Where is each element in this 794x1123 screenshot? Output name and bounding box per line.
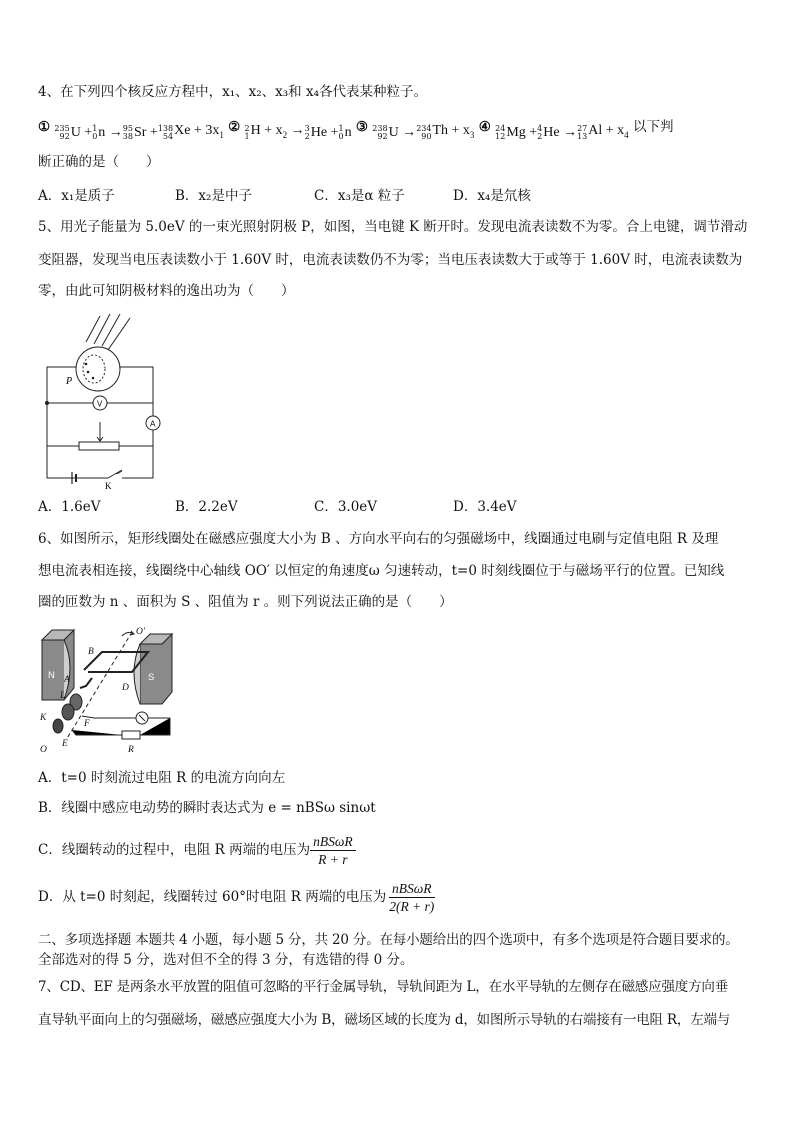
label-a: A <box>150 419 156 429</box>
q4-option-d[interactable]: D．x₄是氘核 <box>453 188 531 204</box>
q6-option-c[interactable] <box>38 830 764 870</box>
label-v: V <box>97 399 103 409</box>
label-k: K <box>105 481 112 490</box>
q7-line2: 直导轨平面向上的匀强磁场，磁感应强度大小为 B，磁场区域的长度为 d，如图所示导轨的右端接有一电阻 R，左端与 <box>38 1012 731 1028</box>
rotating-coil-diagram <box>36 622 196 760</box>
eq2-number: ② <box>228 119 241 135</box>
eq4-number: ④ <box>478 119 491 135</box>
photoelectric-circuit-diagram <box>38 312 168 490</box>
q6-option-d-numerator: nBSωR <box>389 880 435 898</box>
q6-line1: 6、如图所示，矩形线圈处在磁感应强度大小为 B 、方向水平向右的匀强磁场中，线圈通过电刷与定值电阻 R 及理 <box>38 531 719 547</box>
eq1-number: ① <box>38 119 51 135</box>
q4-stem: 4、在下列四个核反应方程中，x₁、x₂、x₃和 x₄各代表某种粒子。 <box>38 84 427 100</box>
q4-equations <box>38 117 764 145</box>
q6-line2: 想电流表相连接，线圈绕中心轴线 OO′ 以恒定的角速度ω 匀速转动，t=0 时刻线圈位于与磁场平行的位置。已知线 <box>38 563 725 579</box>
eq2: 2 1 $H + x_2$ → 3 2 He + 1 0 n <box>244 123 352 141</box>
label-o-prime: O′ <box>136 627 145 637</box>
section2-line2: 全部选对的得 5 分，选对但不全的得 3 分，有选错的得 0 分。 <box>38 952 414 968</box>
q5-line1: 5、用光子能量为 5.0eV 的一束光照射阴极 P，如图，当电键 K 断开时。发现电流表读数不为零。合上电键，调节滑动 <box>38 219 748 235</box>
q4-eq-tail: 以下判 <box>632 119 674 135</box>
label-b: B <box>88 647 94 657</box>
q5-option-b[interactable]: B．2.2eV <box>175 499 238 515</box>
label-k-coil: K <box>40 713 47 723</box>
q5-option-a[interactable]: A．1.6eV <box>38 499 101 515</box>
label-a-coil: A <box>64 675 70 685</box>
label-p: P <box>66 376 73 387</box>
label-o: O <box>40 745 47 755</box>
q4-option-b[interactable]: B．x₂是中子 <box>175 188 252 204</box>
label-r: R <box>128 745 134 755</box>
q6-option-c-fraction <box>310 833 356 868</box>
q5-option-d[interactable]: D．3.4eV <box>453 499 517 515</box>
q5-line2: 变阻器，发现当电压表读数小于 1.60V 时，电流表读数仍不为零；当电压表读数大于或等于 1.60V 时，电流表读数为 <box>38 252 743 268</box>
q6-option-d-denominator: 2(R + r) <box>389 898 435 914</box>
q5-option-c[interactable]: C．3.0eV <box>314 499 378 515</box>
eq3: 238 92 U → 234 90 $Th + x_3$ <box>372 123 475 141</box>
eq3-number: ③ <box>355 119 368 135</box>
eq4: 24 12 Mg + 4 2 He → 27 13 $Al + x_4$ <box>495 123 629 141</box>
q4-stem-cont: 断正确的是（ ） <box>38 154 160 170</box>
q6-option-c-text: C．线圈转动的过程中，电阻 R 两端的电压为 <box>38 842 311 858</box>
q7-line1: 7、CD、EF 是两条水平放置的阻值可忽略的平行金属导轨，导轨间距为 L，在水平导轨的左侧存在磁感应强度方向垂 <box>38 979 729 995</box>
label-l: L <box>60 691 66 701</box>
q6-option-c-denominator: R + r <box>318 851 348 867</box>
q6-line3: 圈的匝数为 n 、面积为 S 、阻值为 r 。则下列说法正确的是（ ） <box>38 594 453 610</box>
q6-option-d-text: D．从 t=0 时刻起，线圈转过 60°时电阻 R 两端的电压为 <box>38 889 387 905</box>
q6-option-d-fraction <box>386 880 437 915</box>
label-d: D <box>122 683 129 693</box>
q6-option-c-numerator: nBSωR <box>310 833 356 851</box>
q6-option-b[interactable]: B．线圈中感应电动势的瞬时表达式为 e = nBSω sinωt <box>38 800 376 816</box>
q4-option-c[interactable]: C．x₃是α 粒子 <box>314 188 405 204</box>
label-s: S <box>148 672 155 683</box>
eq1: 235 92 U + 1 0 n → 95 38 Sr + 138 54 $Xe + 3x_1$ <box>54 123 224 141</box>
q4-option-a[interactable]: A．x₁是质子 <box>38 188 115 204</box>
q6-option-d[interactable] <box>38 877 764 917</box>
q5-line3: 零，由此可知阴极材料的逸出功为（ ） <box>38 283 295 299</box>
label-e: E <box>62 739 68 749</box>
label-n: N <box>48 670 55 681</box>
q6-option-a[interactable]: A．t=0 时刻流过电阻 R 的电流方向向左 <box>38 770 286 786</box>
label-f: F <box>84 719 90 729</box>
section2-line1: 二、多项选择题 本题共 4 小题，每小题 5 分，共 20 分。在每小题给出的四个选项中，有多个选项是符合题目要求的。 <box>38 932 739 948</box>
